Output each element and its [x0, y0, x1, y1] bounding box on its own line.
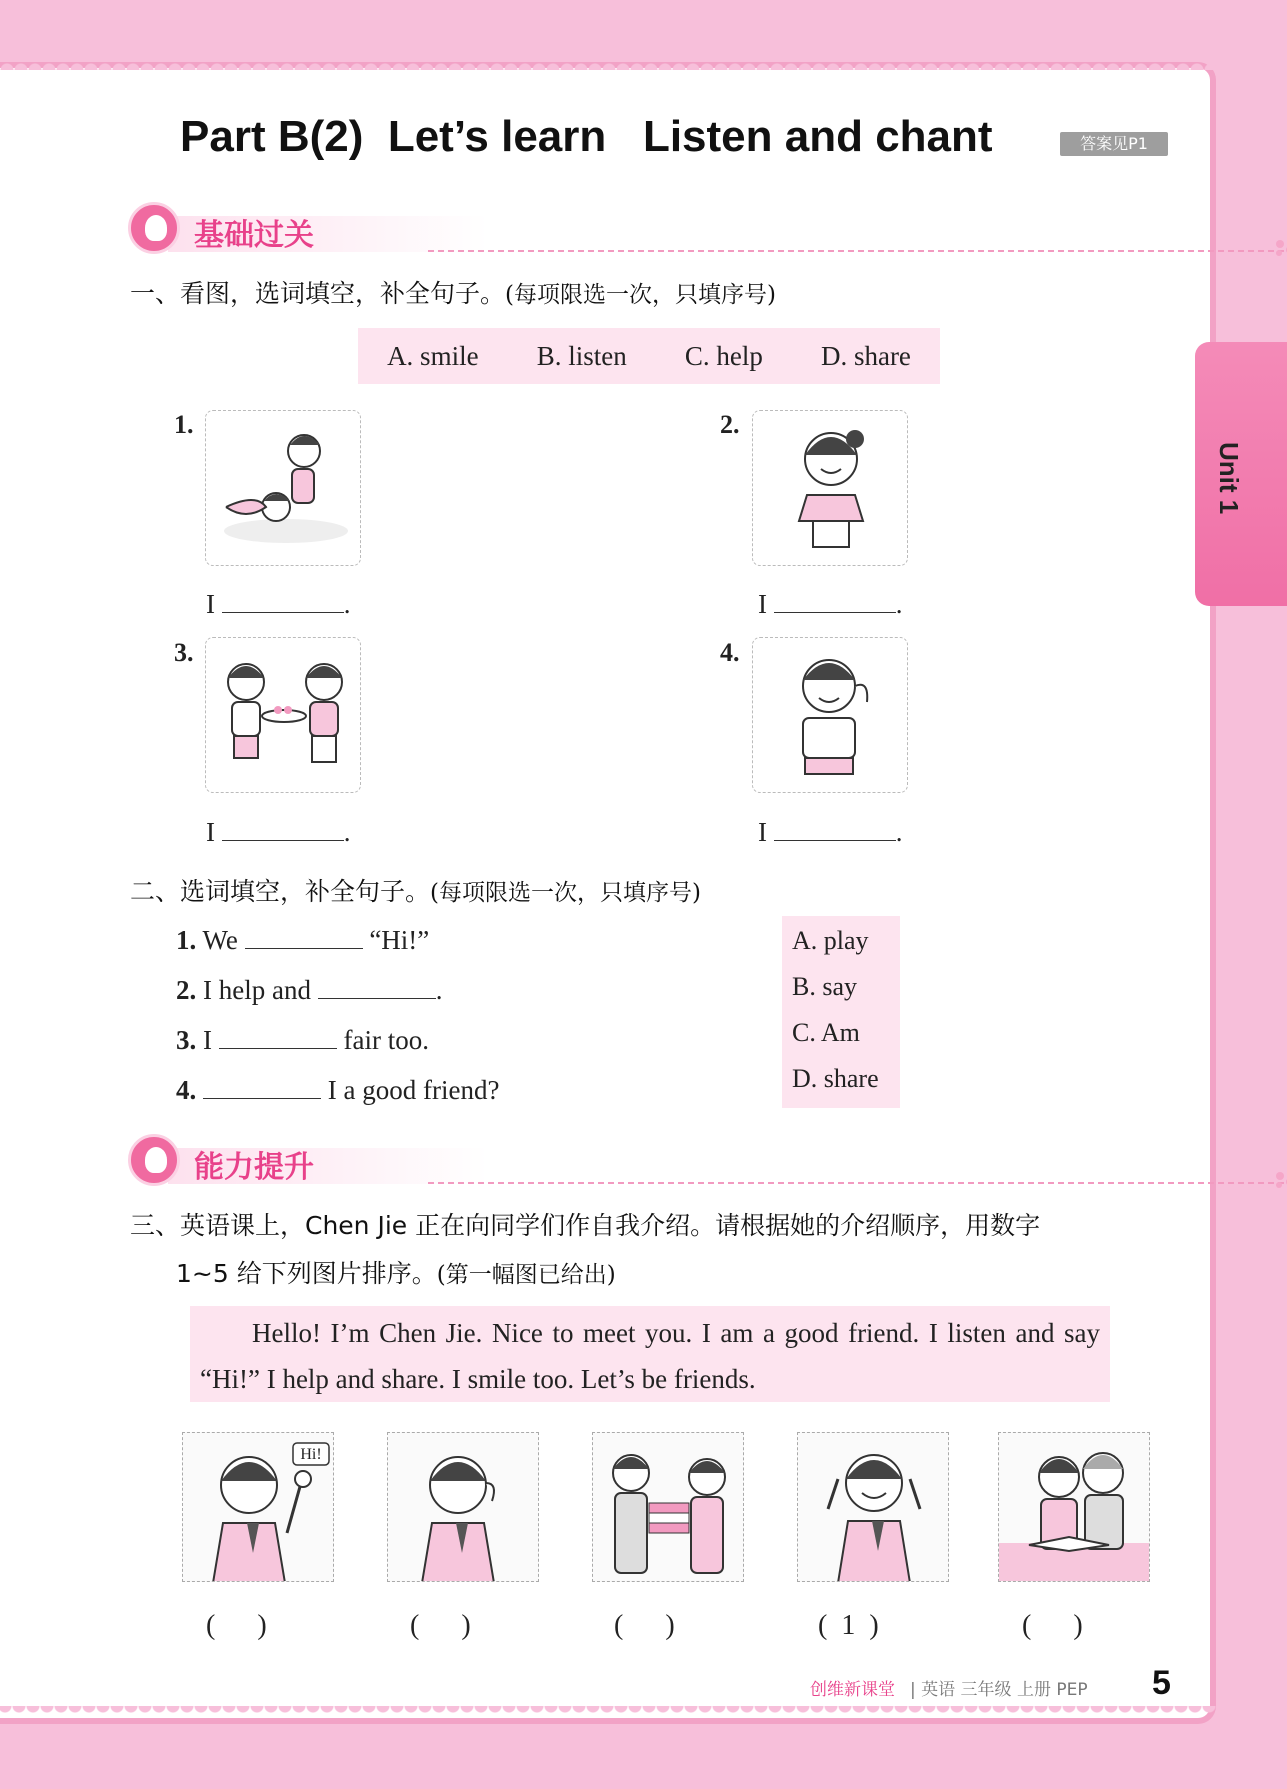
picture-smile-girl	[752, 410, 908, 566]
question-3-title-line2: 1~5 给下列图片排序。(第一幅图已给出)	[176, 1259, 616, 1288]
item-number: 3.	[174, 638, 194, 667]
answer-blank[interactable]	[245, 924, 363, 949]
dashed-divider	[428, 1182, 1284, 1184]
top-wave-border	[0, 56, 1216, 70]
speech-bubble-text: Hi!	[300, 1446, 322, 1463]
page-number: 5	[1152, 1664, 1171, 1702]
question-2-title: 二、选词填空，补全句子。(每项限选一次，只填序号)	[130, 877, 701, 906]
bottom-wave-border	[0, 1706, 1216, 1720]
answer-blank[interactable]	[774, 816, 896, 841]
fill-blank-line: I .	[206, 589, 351, 619]
order-answer-slot[interactable]: ( )	[206, 1610, 267, 1641]
answer-blank[interactable]	[203, 1074, 321, 1099]
reading-passage: Hello! I’m Chen Jie. Nice to meet you. I am a good friend. I listen and say “Hi!” I help and share. I smile too. Let’s be friends.	[190, 1306, 1110, 1402]
answer-blank[interactable]	[222, 816, 344, 841]
section-header-basic	[128, 202, 1168, 256]
fill-blank-line: I .	[206, 817, 351, 847]
footer-book-info: | 英语 三年级 上册 PEP	[910, 1680, 1088, 1700]
scene-share-books	[592, 1432, 744, 1582]
sentence-3: 3. I fair too.	[176, 1025, 429, 1055]
item-number: 4.	[720, 638, 740, 667]
order-answer-slot[interactable]: ( )	[410, 1610, 471, 1641]
picture-help-friend	[205, 410, 361, 566]
fill-blank-line: I .	[758, 589, 903, 619]
fill-blank-line: I .	[758, 817, 903, 847]
scene-friends-reading	[998, 1432, 1150, 1582]
option-item: C. Am	[792, 1018, 860, 1047]
answer-reference-tag: 答案见P1	[1060, 132, 1168, 156]
question-1-title: 一、看图，选词填空，补全句子。(每项限选一次，只填序号)	[130, 279, 776, 308]
option-item: A. play	[792, 926, 869, 955]
scene-listen	[387, 1432, 539, 1582]
option-item: B. say	[792, 972, 857, 1001]
option-list-box	[782, 916, 900, 1108]
scene-smile-chen-jie	[797, 1432, 949, 1582]
word-options-box	[358, 328, 940, 384]
dots-decoration-icon	[1276, 1172, 1287, 1188]
dots-decoration-icon	[1276, 240, 1287, 256]
option-item: D. share	[792, 1064, 879, 1093]
word-option: C. help	[684, 340, 763, 371]
section-header-advanced	[128, 1134, 1168, 1188]
mascot-icon	[128, 202, 180, 254]
item-number: 1.	[174, 410, 194, 439]
answer-blank[interactable]	[222, 588, 344, 613]
unit-side-tab	[1195, 342, 1287, 606]
footer-brand: 创维新课堂	[810, 1680, 895, 1700]
sentence-2: 2. I help and .	[176, 975, 443, 1005]
picture-listen-boy	[752, 637, 908, 793]
answer-blank[interactable]	[774, 588, 896, 613]
order-answer-slot[interactable]: ( )	[614, 1610, 675, 1641]
order-answer-slot[interactable]: ( 1 )	[818, 1610, 879, 1641]
sentence-4: 4. I a good friend?	[176, 1075, 500, 1105]
dashed-divider	[428, 250, 1284, 252]
item-number: 2.	[720, 410, 740, 439]
order-answer-slot[interactable]: ( )	[1022, 1610, 1083, 1641]
question-3-title-line1: 三、英语课上，Chen Jie 正在向同学们作自我介绍。请根据她的介绍顺序，用数字	[130, 1211, 1041, 1240]
unit-tab-label: Unit 1	[1214, 442, 1244, 515]
word-option: A. smile	[387, 340, 479, 371]
mascot-icon	[128, 1134, 180, 1186]
section-label: 基础过关	[194, 218, 314, 253]
sentence-1: 1. We “Hi!”	[176, 925, 430, 955]
answer-blank[interactable]	[318, 974, 436, 999]
page-title: Part B(2) Let’s learn Listen and chant	[180, 112, 993, 161]
word-option: B. listen	[536, 340, 627, 371]
scene-say-hi	[182, 1432, 334, 1582]
word-option: D. share	[820, 340, 911, 371]
answer-blank[interactable]	[219, 1024, 337, 1049]
picture-share-food	[205, 637, 361, 793]
section-label: 能力提升	[194, 1150, 314, 1185]
